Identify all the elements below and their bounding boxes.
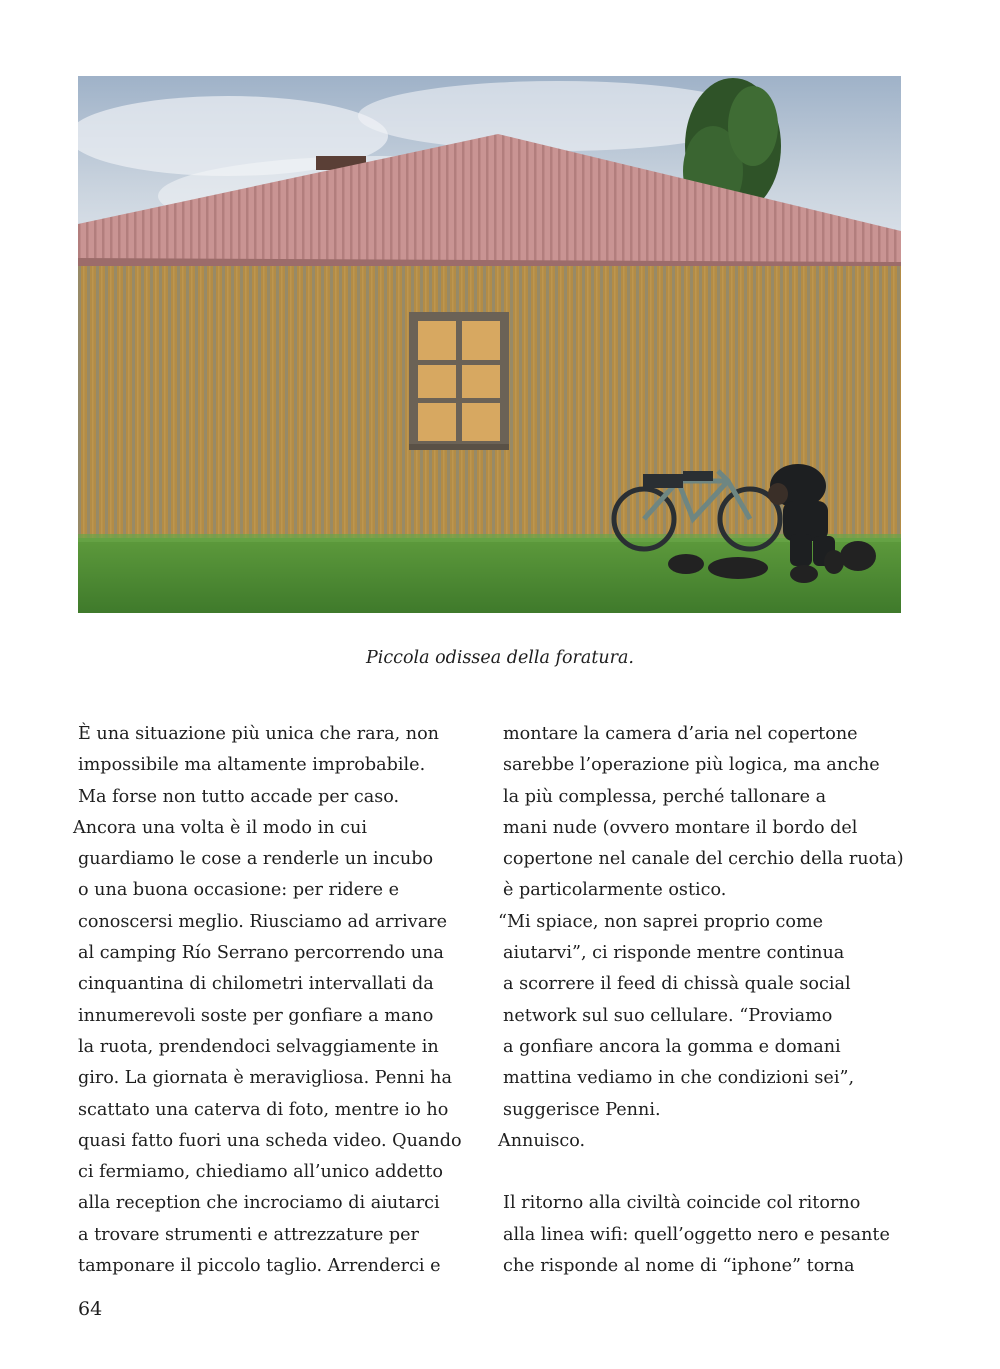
text-line: Ancora una volta è il modo in cui — [73, 817, 367, 838]
text-line: Annuisco. — [498, 1130, 586, 1151]
photo-caption: Piccola odissea della foratura. — [366, 648, 634, 668]
text-line: Ma forse non tutto accade per caso. — [78, 786, 400, 807]
paragraph-gap — [503, 1157, 908, 1188]
text-line: cinquantina di chilometri intervallati da — [78, 974, 434, 995]
text-line: guardiamo le cose a renderle un incubo — [78, 849, 434, 870]
text-line: È una situazione più unica che rara, non — [78, 724, 440, 744]
text-line: mattina vediamo in che condizioni sei”, — [503, 1068, 855, 1089]
text-line: mani nude (ovvero montare il bordo del — [503, 817, 858, 838]
text-line: la più complessa, perché tallonare a — [503, 786, 827, 807]
text-line: network sul suo cellulare. “Proviamo — [503, 1005, 833, 1026]
text-line: tamponare il piccolo taglio. Arrenderci e — [78, 1256, 441, 1277]
text-line: conoscersi meglio. Riusciamo ad arrivare — [78, 911, 448, 932]
text-line: suggerisce Penni. — [503, 1099, 661, 1120]
text-line: copertone nel canale del cerchio della ruota) — [503, 849, 904, 870]
text-line: è particolarmente ostico. — [503, 880, 727, 901]
text-line: la ruota, prendendoci selvaggiamente in — [78, 1036, 439, 1057]
text-line: giro. La giornata è meravigliosa. Penni ha — [78, 1068, 452, 1089]
text-line: a scorrere il feed di chissà quale social — [503, 974, 851, 995]
text-line: a trovare strumenti e attrezzature per — [78, 1224, 419, 1245]
text-line: Il ritorno alla civiltà coincide col ritorno — [503, 1193, 861, 1214]
house-photo — [78, 76, 901, 613]
text-line: impossibile ma altamente improbabile. — [78, 755, 426, 776]
window-icon — [409, 312, 509, 450]
text-line: aiutarvi”, ci risponde mentre continua — [503, 943, 845, 964]
text-line: scattato una caterva di foto, mentre io ho — [78, 1099, 449, 1120]
text-line: sarebbe l’operazione più logica, ma anche — [503, 755, 880, 776]
text-line: “Mi spiace, non saprei proprio come — [498, 911, 824, 932]
right-text-column — [498, 719, 908, 1282]
text-line: alla reception che incrociamo di aiutarci — [78, 1193, 440, 1214]
text-line: alla linea wifi: quell’oggetto nero e pesante — [503, 1224, 890, 1245]
text-line: innumerevoli soste per gonfiare a mano — [78, 1005, 434, 1026]
left-text-column — [73, 719, 478, 1282]
text-line: montare la camera d’aria nel copertone — [503, 724, 858, 744]
text-line: quasi fatto fuori una scheda video. Quando — [78, 1130, 462, 1151]
text-line: che risponde al nome di “iphone” torna — [503, 1256, 855, 1277]
text-line: a gonfiare ancora la gomma e domani — [503, 1036, 841, 1057]
text-line: al camping Río Serrano percorrendo una — [78, 943, 444, 964]
page-number: 64 — [78, 1298, 103, 1320]
text-line: ci fermiamo, chiediamo all’unico addetto — [78, 1162, 443, 1183]
text-line: o una buona occasione: per ridere e — [78, 880, 400, 901]
